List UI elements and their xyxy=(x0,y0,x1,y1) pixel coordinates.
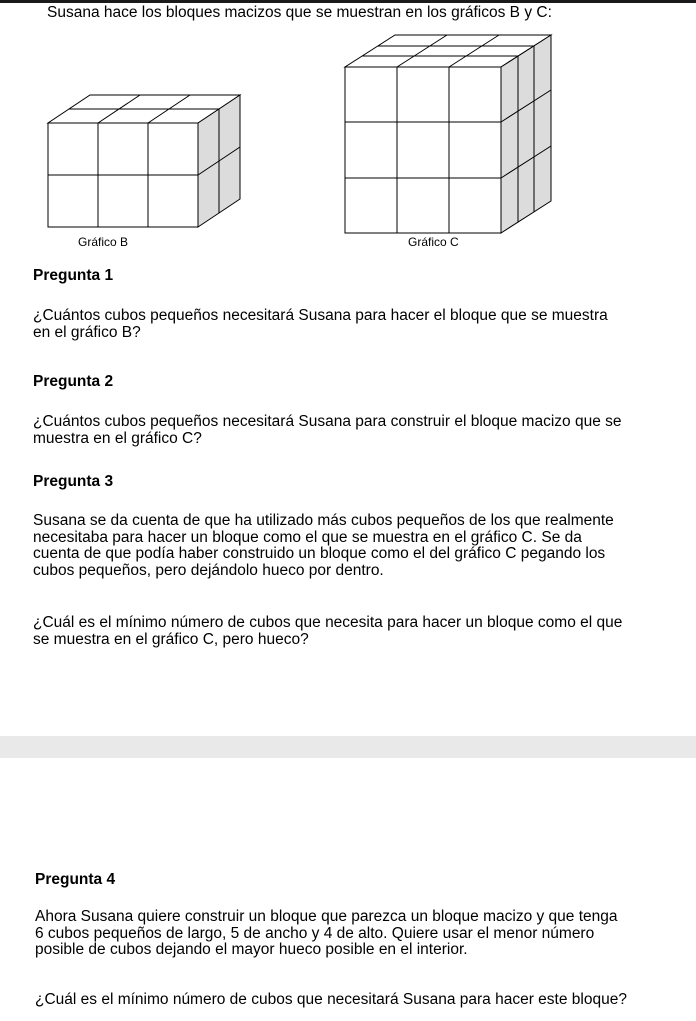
question-2-title: Pregunta 2 xyxy=(33,373,114,390)
question-4-line: 6 cubos pequeños de largo, 5 de ancho y 4 de alto. Quiere usar el menor número xyxy=(35,924,595,942)
question-3-line: cubos pequeños, pero dejándolo hueco por dentro. xyxy=(33,561,384,579)
question-3-line: Susana se da cuenta de que ha utilizado más cubos pequeños de los que realmente xyxy=(33,513,614,529)
intro-text: Susana hace los bloques macizos que se muestran en los gráficos B y C: xyxy=(47,4,552,21)
top-edge-bar xyxy=(0,0,696,3)
question-3-line: ¿Cuál es el mínimo número de cubos que necesita para hacer un bloque como el que xyxy=(33,615,623,631)
question-2-line: ¿Cuántos cubos pequeños necesitará Susana para construir el bloque macizo que se xyxy=(33,414,622,430)
question-1-line: ¿Cuántos cubos pequeños necesitará Susana para hacer el bloque que se muestra xyxy=(33,308,608,324)
question-3-title: Pregunta 3 xyxy=(33,473,114,490)
figure-c-cube-block xyxy=(341,34,561,234)
figure-b-caption: Gráfico B xyxy=(78,235,129,249)
question-3-paragraph-1 xyxy=(33,513,696,579)
figure-c-caption: Gráfico C xyxy=(408,235,459,249)
question-1-title: Pregunta 1 xyxy=(33,267,114,284)
page-separator xyxy=(0,736,696,758)
question-4-line: ¿Cuál es el mínimo número de cubos que necesitará Susana para hacer este bloque? xyxy=(35,992,627,1008)
question-2-line: muestra en el gráfico C? xyxy=(33,429,202,447)
question-3-paragraph-2 xyxy=(33,615,696,648)
question-3-line: cuenta de que podía haber construido un bloque como el del gráfico C pegando los xyxy=(33,545,606,562)
figure-b-cube-block xyxy=(40,94,246,234)
question-1-line: en el gráfico B? xyxy=(33,323,141,341)
question-1-text xyxy=(33,308,696,341)
question-2-text xyxy=(33,414,696,447)
question-4-line: posible de cubos dejando el mayor hueco posible en el interior. xyxy=(35,941,468,958)
question-4-paragraph-1 xyxy=(35,909,696,959)
question-4-title: Pregunta 4 xyxy=(35,871,116,888)
question-4-paragraph-2 xyxy=(35,992,696,1009)
question-4-line: Ahora Susana quiere construir un bloque que parezca un bloque macizo y que tenga xyxy=(35,909,618,925)
question-3-line: se muestra en el gráfico C, pero hueco? xyxy=(33,630,309,648)
question-3-line: necesitaba para hacer un bloque como el que se muestra en el gráfico C. Se da xyxy=(33,528,582,546)
